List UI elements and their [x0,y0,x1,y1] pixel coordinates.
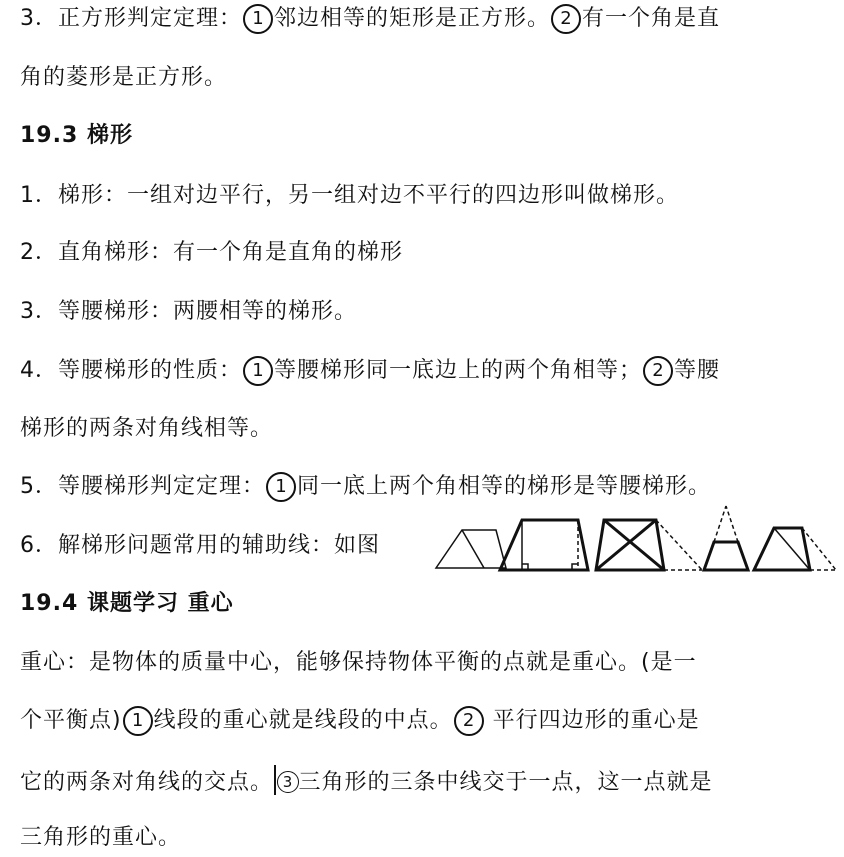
text-line-triangle-centroid [20,765,713,798]
circled-number-3: 3 [277,771,299,793]
line-text: 三角形的三条中线交于一点，这一点就是 [298,770,713,795]
line-text: 4．等腰梯形的性质： [20,358,242,383]
text-line-isosceles-theorem [20,472,711,502]
text-cursor [274,765,276,795]
line-text: 它的两条对角线的交点。 [20,770,274,795]
trapezoid-two-heights-icon [500,520,588,570]
section-heading-trapezoid: 19.3 梯形 [20,123,133,148]
circled-number-1: 1 [266,472,296,502]
text-line-centroid-definition: 重心：是物体的质量中心，能够保持物体平衡的点就是重心。(是一 [20,650,697,675]
line-text: 等腰梯形同一底边上的两个角相等； [274,358,643,383]
line-text: 个平衡点) [20,708,122,733]
circled-number-1: 1 [123,706,153,736]
text-line-square-theorem [20,4,720,34]
section-heading-centroid: 19.4 课题学习 重心 [20,591,234,616]
trapezoid-parallel-leg-icon [436,530,506,568]
trapezoid-diagonals-icon [596,520,702,570]
line-text: 平行四边形的重心是 [484,708,700,733]
text-line-trapezoid-definition: 1．梯形：一组对边平行，另一组对边不平行的四边形叫做梯形。 [20,183,679,208]
trapezoid-extended-legs-icon [704,506,748,570]
text-line-auxiliary-lines: 6．解梯形问题常用的辅助线：如图 [20,533,380,558]
circled-number-1: 1 [243,4,273,34]
text-line: 三角形的重心。 [20,825,182,850]
line-text: 3．正方形判定定理： [20,6,242,31]
line-text: 线段的重心就是线段的中点。 [153,708,453,733]
line-text: 5．等腰梯形判定定理： [20,474,265,499]
text-line-isosceles-trapezoid: 3．等腰梯形：两腰相等的梯形。 [20,299,357,324]
text-line: 梯形的两条对角线相等。 [20,416,274,441]
text-line-right-trapezoid: 2．直角梯形：有一个角是直角的梯形 [20,240,403,265]
trapezoid-translated-diagonal-icon [754,528,836,570]
circled-number-2: 2 [551,4,581,34]
circled-number-2: 2 [454,706,484,736]
circled-number-1: 1 [243,356,273,386]
auxiliary-line-figures [432,502,842,578]
line-text: 邻边相等的矩形是正方形。 [274,6,551,31]
text-line: 角的菱形是正方形。 [20,65,228,90]
text-line-isosceles-properties [20,356,720,386]
line-text: 有一个角是直 [582,6,721,31]
line-text: 等腰 [674,358,721,383]
text-line-centroid-cases [20,706,700,736]
line-text: 同一底上两个角相等的梯形是等腰梯形。 [297,474,712,499]
circled-number-2: 2 [643,356,673,386]
